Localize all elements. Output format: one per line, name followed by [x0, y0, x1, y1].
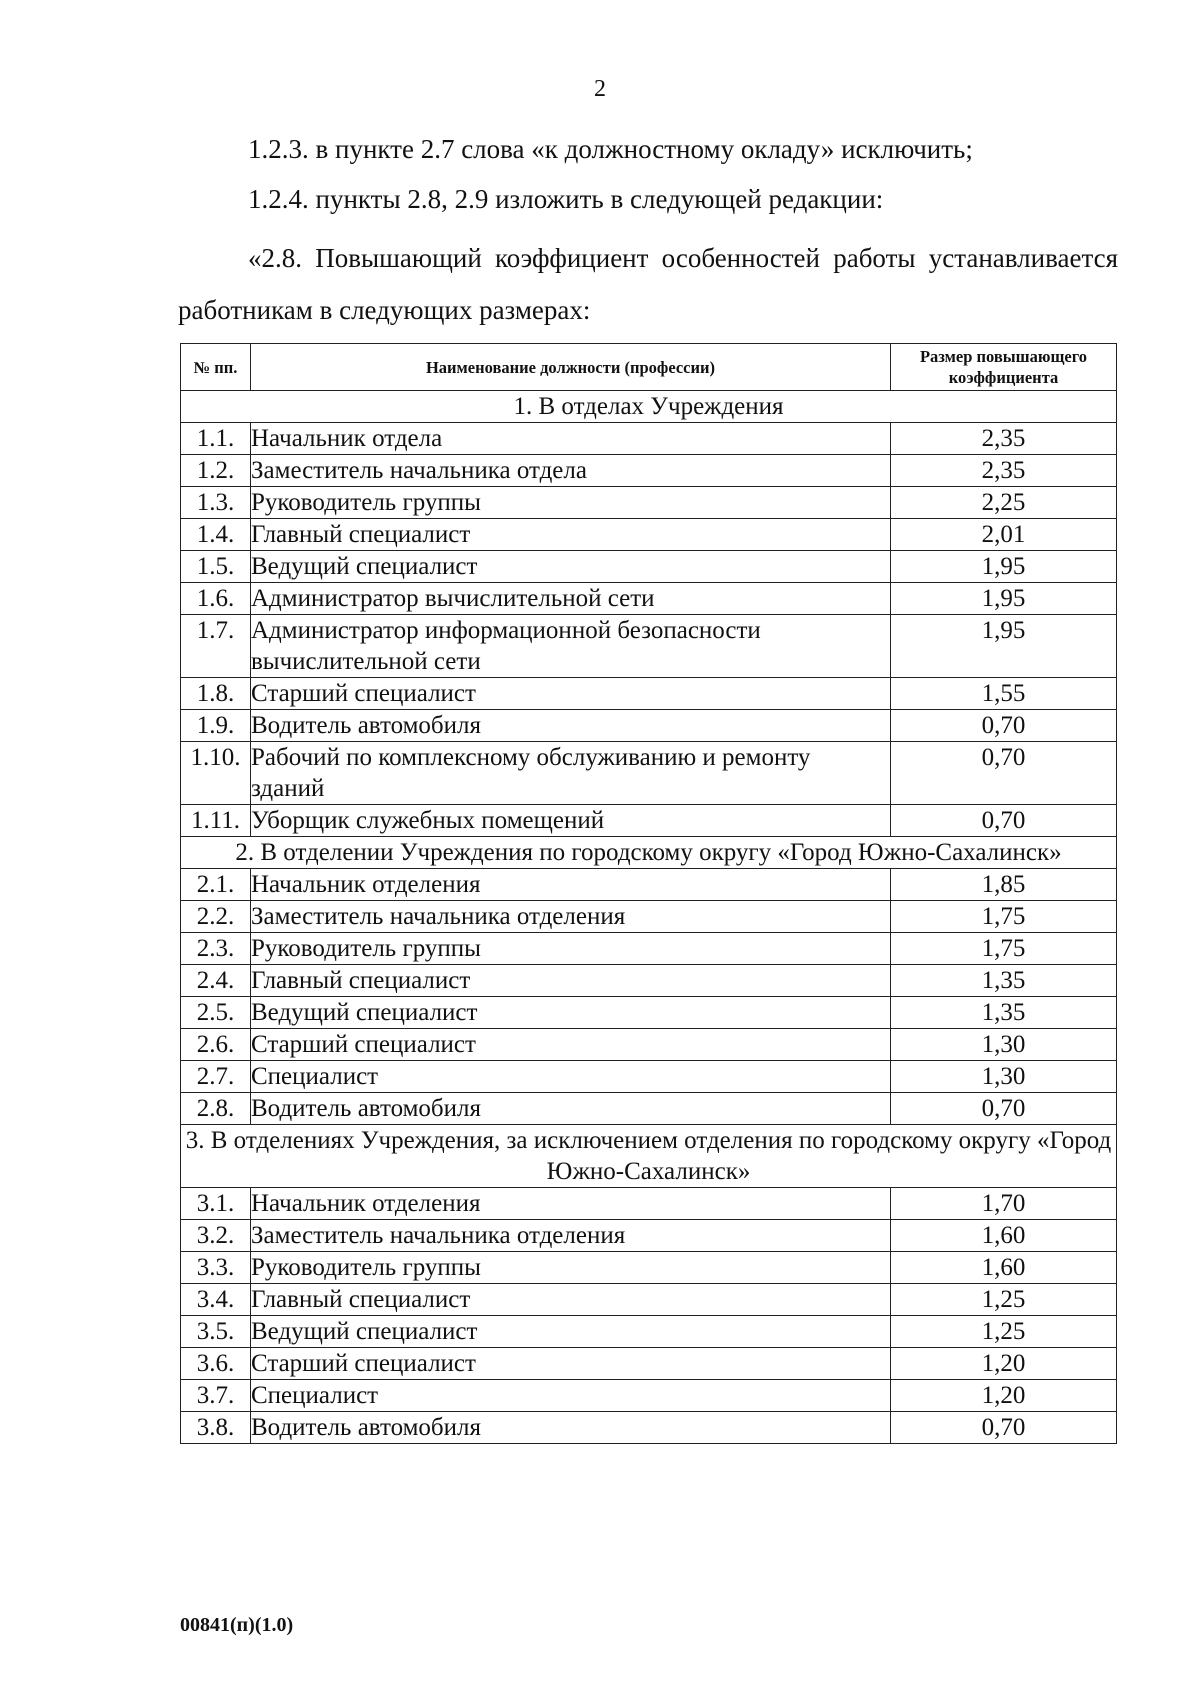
section-row — [181, 391, 1117, 423]
section-row — [181, 1125, 1117, 1188]
section-title: 1. В отделах Учреждения — [181, 391, 1117, 423]
section-row — [181, 837, 1117, 869]
coefficient-table — [180, 343, 1117, 1444]
coefficient-value: 1,75 — [891, 901, 1117, 933]
coefficient-value: 1,95 — [891, 583, 1117, 615]
position-name: Начальник отделения — [251, 869, 891, 901]
position-name: Рабочий по комплексному обслуживанию и ремонту зданий — [251, 742, 891, 805]
section-title: 3. В отделениях Учреждения, за исключением отделения по городскому округу «Город Южно-Сахалинск» — [181, 1125, 1117, 1188]
position-name: Уборщик служебных помещений — [251, 805, 891, 837]
position-name: Специалист — [251, 1380, 891, 1412]
table-row — [181, 1061, 1117, 1093]
row-number: 2.5. — [181, 997, 251, 1029]
table-row — [181, 1284, 1117, 1316]
table-row — [181, 869, 1117, 901]
position-name: Начальник отдела — [251, 423, 891, 455]
coefficient-value: 0,70 — [891, 742, 1117, 805]
row-number: 2.4. — [181, 965, 251, 997]
table-row — [181, 1093, 1117, 1125]
position-name: Старший специалист — [251, 1348, 891, 1380]
table-row — [181, 997, 1117, 1029]
row-number: 1.11. — [181, 805, 251, 837]
table-header-row — [181, 344, 1117, 391]
table-row — [181, 1316, 1117, 1348]
coefficient-value: 2,25 — [891, 487, 1117, 519]
table-row — [181, 583, 1117, 615]
position-name: Начальник отделения — [251, 1188, 891, 1220]
coefficient-value: 1,75 — [891, 933, 1117, 965]
position-name: Администратор информационной безопасности вычислительной сети — [251, 615, 891, 678]
position-name: Заместитель начальника отделения — [251, 1220, 891, 1252]
table-row — [181, 1029, 1117, 1061]
table-row — [181, 933, 1117, 965]
table-row — [181, 423, 1117, 455]
row-number: 1.4. — [181, 519, 251, 551]
header-position-name: Наименование должности (профессии) — [251, 344, 891, 391]
row-number: 3.5. — [181, 1316, 251, 1348]
coefficient-value: 1,70 — [891, 1188, 1117, 1220]
table-row — [181, 678, 1117, 710]
coefficient-value: 1,35 — [891, 965, 1117, 997]
coefficient-value: 1,60 — [891, 1252, 1117, 1284]
row-number: 1.9. — [181, 710, 251, 742]
table-row — [181, 615, 1117, 678]
table-row — [181, 455, 1117, 487]
row-number: 1.8. — [181, 678, 251, 710]
coefficient-value: 2,35 — [891, 455, 1117, 487]
row-number: 3.8. — [181, 1412, 251, 1444]
coefficient-value: 0,70 — [891, 805, 1117, 837]
coefficient-value: 1,30 — [891, 1029, 1117, 1061]
position-name: Водитель автомобиля — [251, 710, 891, 742]
coefficient-value: 1,25 — [891, 1284, 1117, 1316]
row-number: 1.5. — [181, 551, 251, 583]
position-name: Главный специалист — [251, 1284, 891, 1316]
row-number: 3.7. — [181, 1380, 251, 1412]
row-number: 3.2. — [181, 1220, 251, 1252]
coefficient-value: 1,20 — [891, 1348, 1117, 1380]
table-row — [181, 1188, 1117, 1220]
coefficient-value: 1,35 — [891, 997, 1117, 1029]
position-name: Руководитель группы — [251, 933, 891, 965]
table-row — [181, 1220, 1117, 1252]
table-row — [181, 1412, 1117, 1444]
row-number: 2.7. — [181, 1061, 251, 1093]
table-row — [181, 487, 1117, 519]
row-number: 1.3. — [181, 487, 251, 519]
table-row — [181, 551, 1117, 583]
coefficient-value: 1,20 — [891, 1380, 1117, 1412]
coefficient-value: 0,70 — [891, 710, 1117, 742]
position-name: Старший специалист — [251, 678, 891, 710]
section-title: 2. В отделении Учреждения по городскому округу «Город Южно-Сахалинск» — [181, 837, 1117, 869]
position-name: Заместитель начальника отделения — [251, 901, 891, 933]
position-name: Администратор вычислительной сети — [251, 583, 891, 615]
row-number: 2.8. — [181, 1093, 251, 1125]
coefficient-value: 1,85 — [891, 869, 1117, 901]
position-name: Старший специалист — [251, 1029, 891, 1061]
coefficient-value: 1,30 — [891, 1061, 1117, 1093]
position-name: Заместитель начальника отдела — [251, 455, 891, 487]
coefficient-value: 1,95 — [891, 551, 1117, 583]
row-number: 1.1. — [181, 423, 251, 455]
row-number: 2.1. — [181, 869, 251, 901]
header-num: № пп. — [181, 344, 251, 391]
row-number: 1.2. — [181, 455, 251, 487]
position-name: Главный специалист — [251, 519, 891, 551]
row-number: 3.1. — [181, 1188, 251, 1220]
coefficient-value: 1,25 — [891, 1316, 1117, 1348]
table-body — [181, 391, 1117, 1444]
position-name: Руководитель группы — [251, 1252, 891, 1284]
position-name: Руководитель группы — [251, 487, 891, 519]
table-row — [181, 742, 1117, 805]
coefficient-value: 1,95 — [891, 615, 1117, 678]
header-coefficient: Размер повышающего коэффициента — [891, 344, 1117, 391]
table-row — [181, 965, 1117, 997]
table-row — [181, 710, 1117, 742]
coefficient-value: 0,70 — [891, 1093, 1117, 1125]
coefficient-value: 1,60 — [891, 1220, 1117, 1252]
coefficient-value: 2,01 — [891, 519, 1117, 551]
position-name: Водитель автомобиля — [251, 1093, 891, 1125]
table-row — [181, 1380, 1117, 1412]
position-name: Специалист — [251, 1061, 891, 1093]
coefficient-value: 0,70 — [891, 1412, 1117, 1444]
row-number: 2.3. — [181, 933, 251, 965]
paragraph-2-8: «2.8. Повышающий коэффициент особенностей работы устанавливается работникам в следующих размерах: — [178, 243, 1118, 325]
row-number: 3.3. — [181, 1252, 251, 1284]
table-row — [181, 1348, 1117, 1380]
coefficient-value: 2,35 — [891, 423, 1117, 455]
table-row — [181, 519, 1117, 551]
row-number: 3.6. — [181, 1348, 251, 1380]
paragraph-1-2-3: 1.2.3. в пункте 2.7 слова «к должностному окладу» исключить; — [248, 134, 973, 164]
row-number: 1.6. — [181, 583, 251, 615]
row-number: 1.7. — [181, 615, 251, 678]
position-name: Ведущий специалист — [251, 551, 891, 583]
row-number: 2.6. — [181, 1029, 251, 1061]
table-row — [181, 805, 1117, 837]
position-name: Водитель автомобиля — [251, 1412, 891, 1444]
position-name: Ведущий специалист — [251, 1316, 891, 1348]
table-row — [181, 1252, 1117, 1284]
page-number: 2 — [594, 76, 606, 102]
document-code: 00841(п)(1.0) — [180, 1614, 294, 1636]
paragraph-1-2-4: 1.2.4. пункты 2.8, 2.9 изложить в следующей редакции: — [248, 184, 884, 214]
table-row — [181, 901, 1117, 933]
row-number: 2.2. — [181, 901, 251, 933]
row-number: 3.4. — [181, 1284, 251, 1316]
position-name: Ведущий специалист — [251, 997, 891, 1029]
row-number: 1.10. — [181, 742, 251, 805]
coefficient-value: 1,55 — [891, 678, 1117, 710]
position-name: Главный специалист — [251, 965, 891, 997]
